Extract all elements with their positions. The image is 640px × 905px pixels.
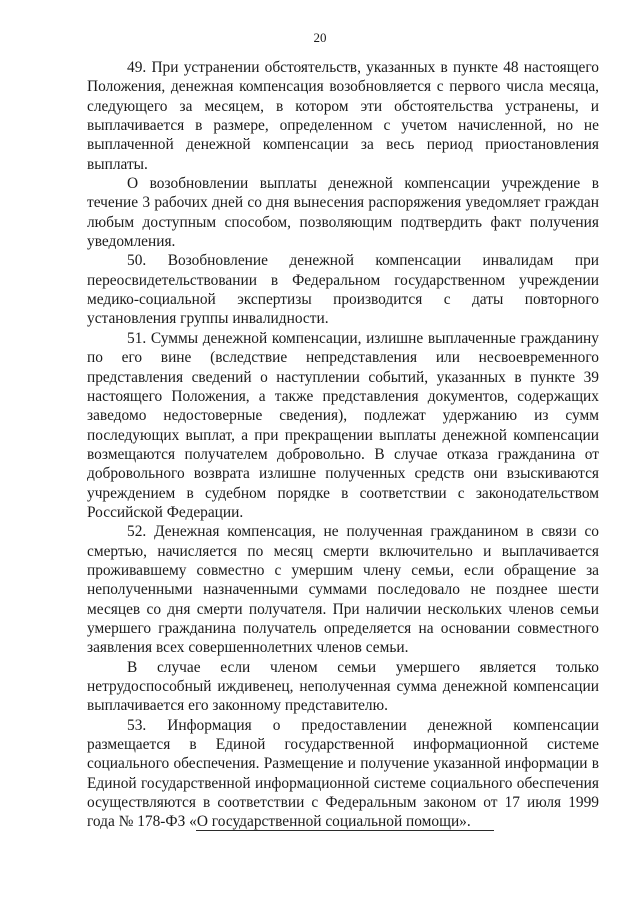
page-number: 20 — [313, 30, 327, 45]
paragraph-50: 50. Возобновление денежной компенсации инвалидам при переосвидетельствовании в Федеральном государственном учреждении медико-социальной экспертизы производится с даты повторного установления группы инвалидности. — [87, 252, 599, 328]
paragraph-52-dependent: В случае если членом семьи умершего является только нетрудоспособный иждивенец, неполученная сумма денежной компенсации выплачивается его законному представителю. — [87, 658, 599, 715]
paragraph-51: 51. Суммы денежной компенсации, излишне выплаченные гражданину по его вине (вследствие непредставления или несвоевременного представления сведений о наступлении событий, указанных в пункте 39 настоящего Положения, а также представления документов, содержащих заведомо недостоверные сведения), подлежат удержанию из сумм последующих выплат, а при прекращении выплаты денежной компенсации возмещаются получателем добровольно. В случае отказа гражданина от добровольного возврата излишне полученных средств они взыскиваются учреждением в судебном порядке в соответствии с законодательством Российской Федерации. — [87, 329, 599, 521]
paragraph-52: 52. Денежная компенсация, не полученная гражданином в связи со смертью, начисляется по месяц смерти включительно и выплачивается проживавшему совместно с умершим члену семьи, если обращение за неполученными назначенными суммами последовало не позднее шести месяцев со дня смерти получателя. При наличии нескольких членов семьи умершего гражданина получатель определяется на основании совместного заявления всех совершеннолетних членов семьи. — [87, 523, 599, 657]
document-body — [87, 58, 599, 832]
paragraph-49: 49. При устранении обстоятельств, указанных в пункте 48 настоящего Положения, денежная компенсация возобновляется с первого числа месяца, следующего за месяцем, в котором эти обстоятельства устранены, и выплачивается в размере, определенном с учетом начисленной, но не выплаченной денежной компенсации за весь период приостановления выплаты. — [87, 59, 599, 173]
paragraph-49-resumption-notice: О возобновлении выплаты денежной компенсации учреждение в течение 3 рабочих дней со дня вынесения распоряжения уведомляет граждан любым доступным способом, позволяющим подтвердить факт получения уведомления. — [87, 175, 599, 251]
end-divider-line — [196, 830, 494, 831]
paragraph-53: 53. Информация о предоставлении денежной компенсации размещается в Единой государственной информационной системе социального обеспечения. Размещение и получение указанной информации в Единой государственной информационной системе социального обеспечения осуществляются в соответствии с Федеральным законом от 17 июля 1999 года № 178-ФЗ «О государственной социальной помощи». — [87, 716, 599, 831]
